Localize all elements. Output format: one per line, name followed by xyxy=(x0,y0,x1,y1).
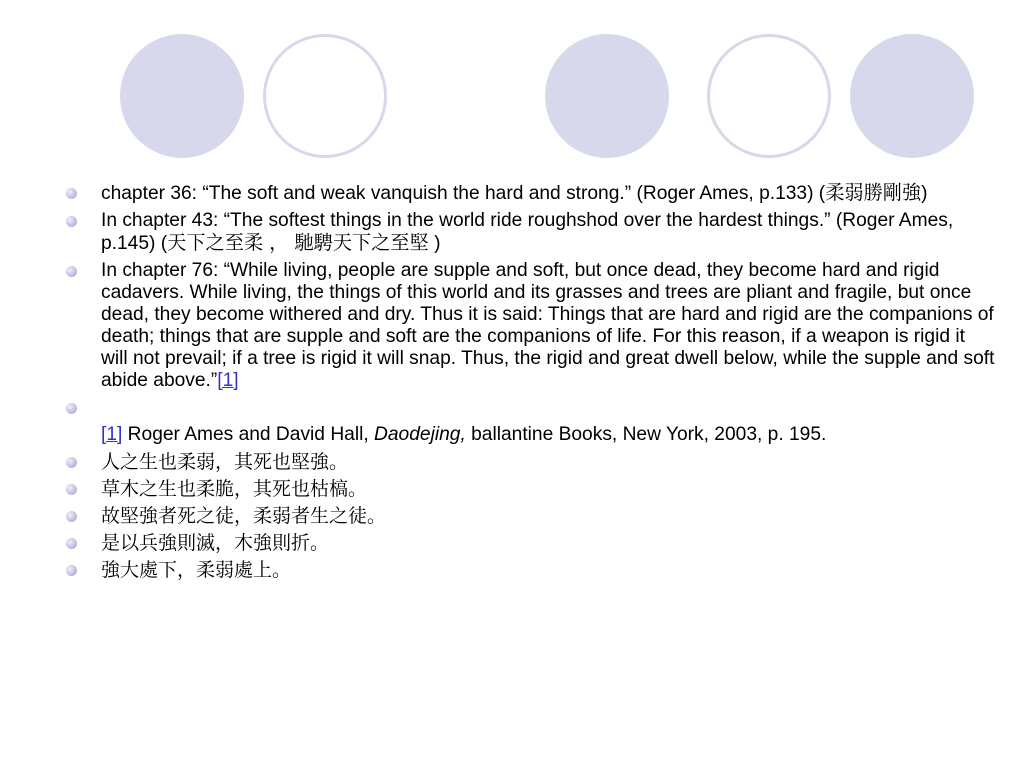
footnote-ref-link[interactable]: [1] xyxy=(217,370,239,391)
circle-5 xyxy=(850,34,974,158)
circle-3 xyxy=(545,34,669,158)
chinese-line-3 xyxy=(66,505,996,527)
bullet-item-empty xyxy=(66,397,996,419)
chinese-line-2 xyxy=(66,478,996,500)
decorative-circles xyxy=(0,0,1024,170)
chinese-line-text: 人之生也柔弱，其死也堅強。 xyxy=(101,451,349,473)
bullet-icon xyxy=(66,266,77,277)
bullet-text-after: ) xyxy=(921,183,928,204)
bullet-icon xyxy=(66,457,77,468)
slide-content xyxy=(66,182,996,586)
circle-1 xyxy=(120,34,244,158)
bullet-icon xyxy=(66,188,77,199)
bullet-icon xyxy=(66,511,77,522)
chinese-line-5 xyxy=(66,559,996,581)
footnote-title: Daodejing, xyxy=(374,424,466,445)
chinese-line-4 xyxy=(66,532,996,554)
circle-2 xyxy=(263,34,387,158)
footnote xyxy=(66,424,996,446)
chinese-line-1 xyxy=(66,451,996,473)
bullet-cjk: 柔弱勝剛強 xyxy=(825,181,922,204)
bullet-text: In chapter 43: “The softest things in the world ride roughshod over the hardest things.” (Roger Ames, p.145) ( xyxy=(101,210,954,254)
bullet-item-chapter-36 xyxy=(66,182,996,205)
bullet-icon xyxy=(66,484,77,495)
footnote-text-before: Roger Ames and David Hall, xyxy=(122,424,375,445)
bullet-item-chapter-76 xyxy=(66,260,996,392)
circle-4 xyxy=(707,34,831,158)
bullet-icon xyxy=(66,403,77,414)
bullet-icon xyxy=(66,565,77,576)
chinese-line-text: 草木之生也柔脆，其死也枯槁。 xyxy=(101,478,368,500)
chinese-line-text: 強大處下，柔弱處上。 xyxy=(101,559,292,581)
bullet-icon xyxy=(66,538,77,549)
bullet-text: chapter 36: “The soft and weak vanquish the hard and strong.” (Roger Ames, p.133) ( xyxy=(101,183,826,204)
chinese-line-text: 故堅強者死之徒，柔弱者生之徒。 xyxy=(101,505,387,527)
bullet-item-chapter-43 xyxy=(66,210,996,255)
bullet-icon xyxy=(66,216,77,227)
bullet-text-after: ) xyxy=(428,233,441,254)
bullet-cjk: 天下之至柔 ， 馳騁天下之至堅 xyxy=(167,231,429,254)
footnote-text-after: ballantine Books, New York, 2003, p. 195. xyxy=(465,424,827,445)
bullet-text: In chapter 76: “While living, people are supple and soft, but once dead, they become hard and rigid cadavers. While living, the things of this world and its grasses and trees are pliant and fragile, but once dead, they become withered and dry. Thus it is said: Things that are hard and rigid are the companions of death; things that are supple and soft are the companions of life. For this reason, if a weapon is rigid it will not prevail; if a tree is rigid it will snap. Thus, the rigid and great dwell below, while the supple and soft abide above.” xyxy=(101,260,995,391)
footnote-link[interactable]: [1] xyxy=(101,424,123,445)
chinese-line-text: 是以兵強則滅，木強則折。 xyxy=(101,532,330,554)
